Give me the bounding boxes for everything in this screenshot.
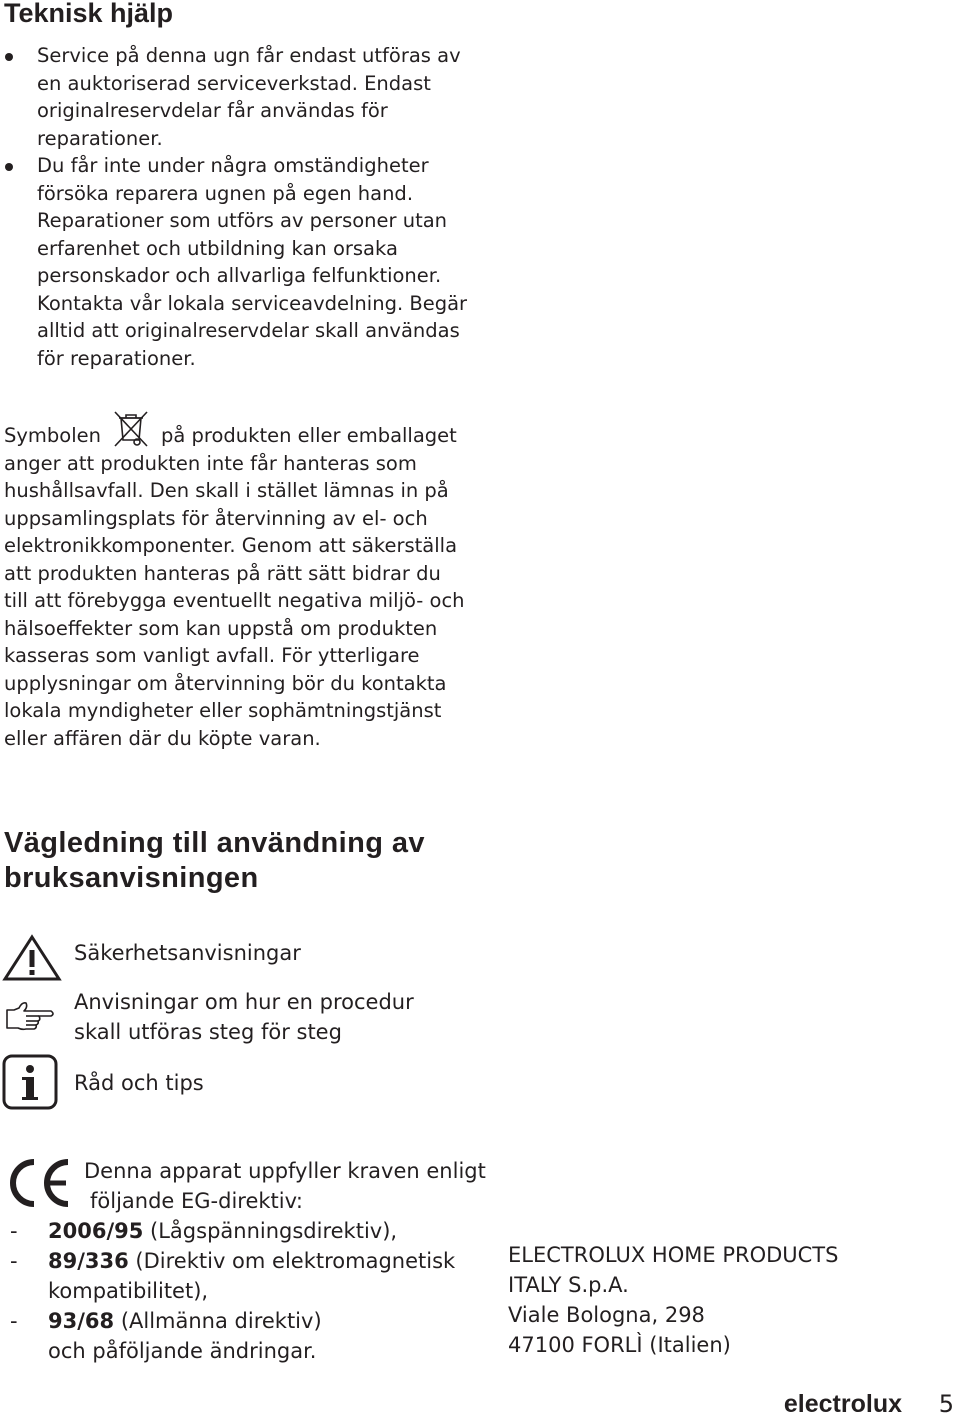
technical-help-list <box>0 42 470 372</box>
weee-paragraph: Symbolen på produkten eller emballaget anger att produkten inte får hanteras som hushållsavfall. Den skall i stället lämnas in på uppsamlingsplats för återvinning av el- och elektronikkomponenter. Genom att säkerställa att produkten hanteras på rätt sätt bidrar du till att förebygga eventuellt negativa miljö- och hälsoeffekter som kan uppstå om produkten kasseras som vanligt avfall. För ytterligare upplysningar om återvinning bör du kontakta lokala myndigheter eller sophämtningstjänst eller affären där du köpte varan. <box>4 410 466 752</box>
section-title-technical-help: Teknisk hjälp <box>4 0 174 28</box>
info-icon <box>2 1054 58 1110</box>
directive-item: - 2006/95 (Lågspänningsdirektiv), <box>10 1219 398 1243</box>
directive-item: - 89/336 (Direktiv om elektromagnetisk kompatibilitet), <box>10 1249 456 1303</box>
legend-steps: Anvisningar om hur en procedur skall utföras steg för steg <box>74 990 414 1044</box>
list-item: Service på denna ugn får endast utföras av en auktoriserad serviceverkstad. Endast originalreservdelar får användas för reparationer. <box>0 42 470 152</box>
pointing-hand-icon <box>4 996 56 1034</box>
manufacturer-address: ELECTROLUX HOME PRODUCTS ITALY S.p.A. Viale Bologna, 298 47100 FORLÌ (Italien) <box>508 1243 839 1357</box>
legend-safety: Säkerhetsanvisningar <box>74 941 301 965</box>
ce-mark-icon <box>4 1158 72 1208</box>
warning-triangle-icon <box>2 934 62 982</box>
directives-list <box>10 1216 490 1366</box>
legend-tips: Råd och tips <box>74 1071 204 1095</box>
brand-logo: electrolux <box>783 1390 902 1418</box>
directive-item: - 93/68 (Allmänna direktiv) och påföljande ändringar. <box>10 1309 322 1363</box>
section-title-guide: Vägledning till användning av bruksanvisningen <box>4 827 425 894</box>
crossed-out-wheelie-bin-icon <box>109 410 153 448</box>
ce-intro: Denna apparat uppfyller kraven enligt följande EG-direktiv: <box>84 1159 486 1213</box>
bullet-icon <box>5 53 13 61</box>
bullet-icon <box>5 163 13 171</box>
page-number: 5 <box>938 1390 954 1418</box>
list-item: Du får inte under några omständigheter försöka reparera ugnen på egen hand. Reparationer som utförs av personer utan erfarenhet och utbildning kan orsaka personskador och allvarliga felfunktioner. Kontakta vår lokala serviceavdelning. Begär alltid att originalreservdelar skall användas för reparationer. <box>0 152 470 372</box>
